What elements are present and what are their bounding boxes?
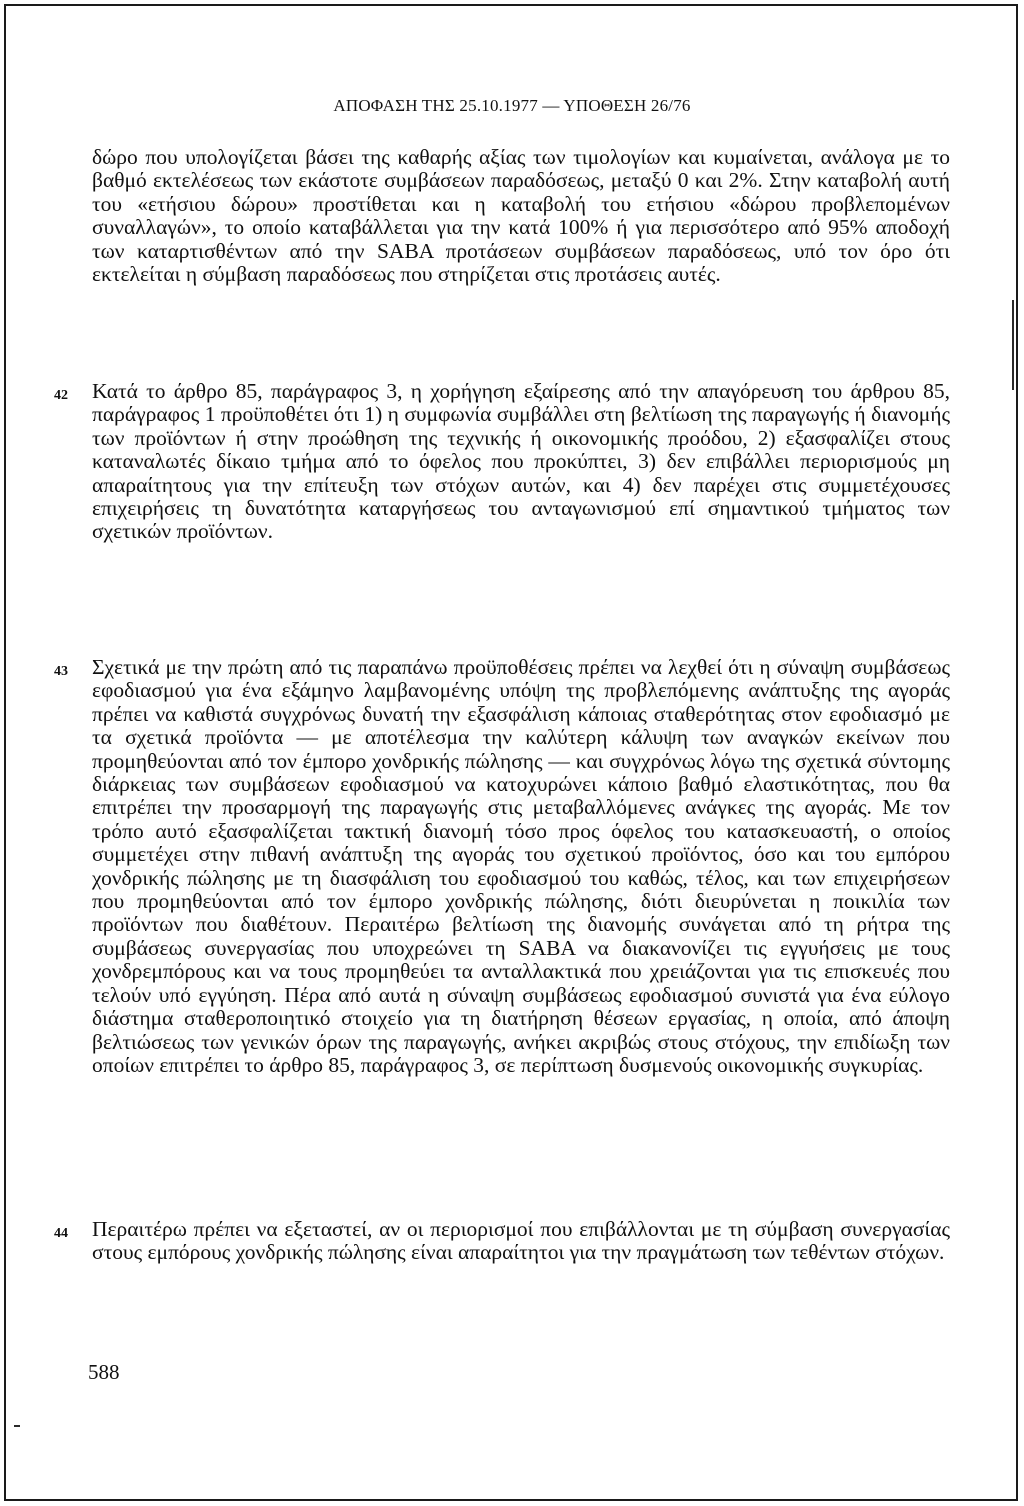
paragraph-42: Κατά το άρθρο 85, παράγραφος 3, η χορήγηση εξαίρεσης από την απαγόρευση του άρθρου 85, παράγραφος 1 προϋποθέτει ότι 1) η συμφωνία συμβάλλει στη βελτίωση της παραγωγής ή διανομής των προϊόντων ή στην προώθηση της τεχνικής ή οικονομικής προόδου, 2) εξασφαλίζει στους καταναλωτές δίκαιο τμήμα από το όφελος που προκύπτει, 3) δεν επιβάλλει περιορισμούς μη απαραίτητους για την επίτευξη των στόχων αυτών, και 4) δεν παρέχει στις συμμετέχουσες επιχειρήσεις τη δυνατότητα καταργήσεως του ανταγωνισμού επί σημαντικού τμήματος των σχετικών προϊόντων. [92,379,950,544]
paragraph-43: Σχετικά με την πρώτη από τις παραπάνω προϋποθέσεις πρέπει να λεχθεί ότι η σύναψη συμβάσεως εφοδιασμού για ένα εξάμηνο λαμβανομένης υπόψη της προβλεπόμενης ανάπτυξης της αγοράς πρέπει να καθιστά συγχρόνως δυνατή την εξασφάλιση κάποιας σταθερότητας στον εφοδιασμό με τα σχετικά προϊόντα — με αποτέλεσμα την καλύτερη κάλυψη των αναγκών εκείνων που προμηθεύονται από τον έμπορο χονδρικής πώλησης — και συγχρόνως λόγω της σχετικά σύντομης διάρκειας των συμβάσεων εφοδιασμού να κατοχυρώνει κάποιο βαθμό ελαστικότητας, που θα επιτρέπει την προσαρμογή της παραγωγής στις μεταβαλλόμενες ανάγκες της αγοράς. Με τον τρόπο αυτό εξασφαλίζεται τακτική διανομή τόσο προς όφελος του κατασκευαστή, ο οποίος συμμετέχει στην πιθανή ανάπτυξη της αγοράς του σχετικού προϊόντος, όσο και του εμπόρου χονδρικής πώλησης με τη διασφάλιση του εφοδιασμού του καθώς, τέλος, και των επιχειρήσεων που προμηθεύονται από τον έμπορο χονδρικής πώλησης, διότι διευρύνεται η ποικιλία των προϊόντων που διαθέτουν. Περαιτέρω βελτίωση της διανομής συνάγεται από τη ρήτρα της συμβάσεως συνεργασίας που υποχρεώνει τη SABA να διακανονίζει τις εγγυήσεις με τους χονδρεμπόρους και να τους προμηθεύει τα ανταλλακτικά που χρειάζονται για τις επισκευές που τελούν υπό εγγύηση. Πέρα από αυτά η σύναψη συμβάσεως εφοδιασμού συνιστά για ένα εύλογο διάστημα σταθεροποιητικό στοιχείο για τη διατήρηση θέσεων εργασίας, η οποία, από άποψη βελτιώσεως των γενικών όρων της παραγωγής, ανήκει ακριβώς στους στόχους, την επιδίωξη των οποίων επιτρέπει το άρθρο 85, παράγραφος 3, σε περίπτωση δυσμενούς οικονομικής συγκυρίας. [92,655,950,1077]
paragraph-continuation: δώρο που υπολογίζεται βάσει της καθαρής αξίας των τιμολογίων και κυμαίνεται, ανάλογα με το βαθμό εκτελέσεως των εκάστοτε συμβάσεων παραδόσεως, μεταξύ 0 και 2%. Στην καταβολή αυτή του «ετήσιου δώρου» προστίθεται και η καταβολή του ετήσιου «δώρου προβλεπομένων συναλλαγών», το οποίο καταβάλλεται για την κατά 100% ή για περισσότερο από 95% αποδοχή των καταρτισθέντων από την SABA προτάσεων συμβάσεων παραδόσεως, υπό τον όρο ότι εκτελείται η σύμβαση παραδόσεως που στηρίζεται στις προτάσεις αυτές. [92,145,950,287]
paragraph-number: 43 [54,664,68,679]
paragraph-number: 44 [54,1226,68,1241]
margin-rule-left [14,1425,20,1427]
paragraph-number: 42 [54,388,68,403]
running-header: ΑΠΟΦΑΣΗ ΤΗΣ 25.10.1977 — ΥΠΟΘΕΣΗ 26/76 [333,96,691,115]
page-number: 588 [88,1360,120,1384]
paragraph-44: Περαιτέρω πρέπει να εξεταστεί, αν οι περιορισμοί που επιβάλλονται με τη σύμβαση συνεργασίας στους εμπόρους χονδρικής πώλησης είναι απαραίτητοι για την πραγμάτωση των τεθέντων στόχων. [92,1217,950,1265]
margin-rule-right [1012,300,1014,390]
